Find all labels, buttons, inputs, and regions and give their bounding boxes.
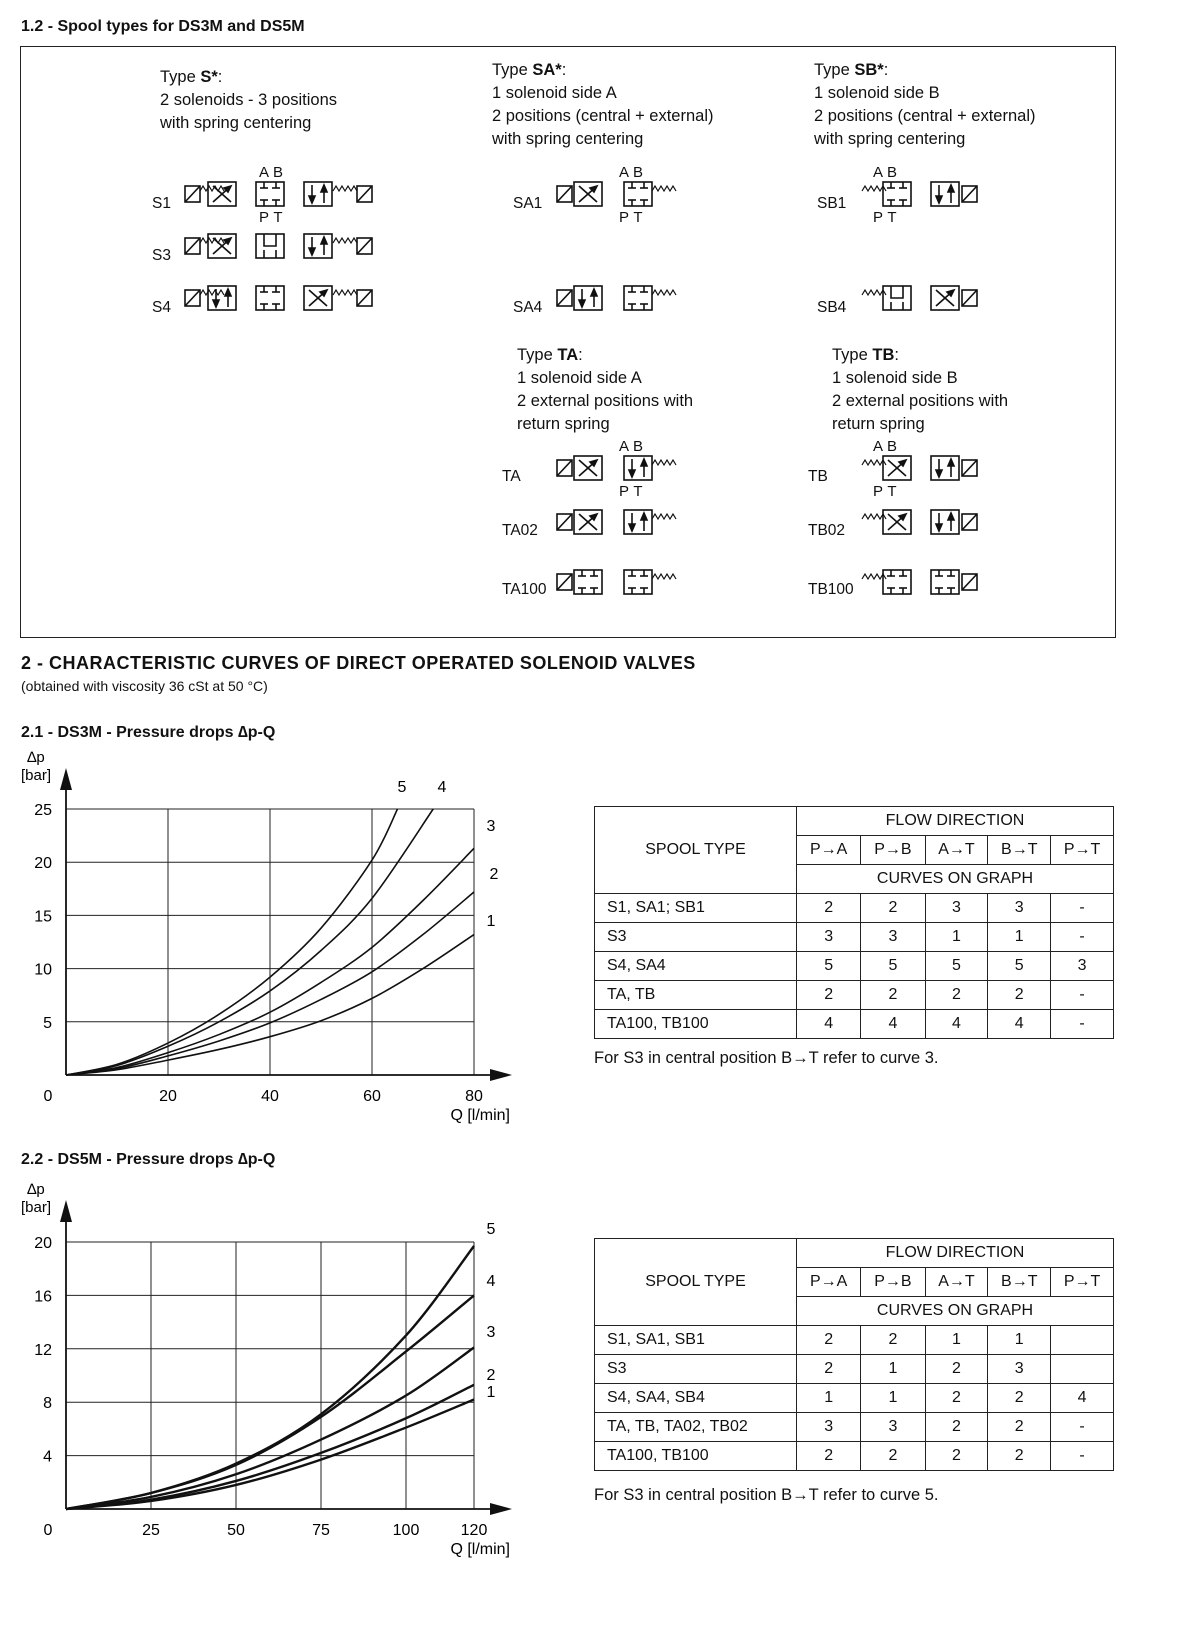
y-tick-label: 15 — [34, 908, 52, 926]
x-tick-label: 120 — [460, 1522, 488, 1539]
curve-cell: 2 — [797, 1442, 861, 1471]
x-tick-label: 0 — [43, 1088, 53, 1105]
curve-cell: 3 — [861, 923, 925, 952]
series-label-4: 4 — [437, 779, 447, 796]
y-axis-unit: [bar] — [20, 767, 52, 784]
spool-cell: S4, SA4 — [595, 952, 797, 981]
svg-text:T: T — [633, 209, 643, 226]
series-line-5 — [66, 809, 398, 1075]
flow-column-header: B→T — [988, 1268, 1051, 1297]
y-tick-label: 25 — [34, 802, 52, 819]
x-tick-label: 100 — [392, 1522, 420, 1539]
svg-text:B: B — [272, 164, 284, 181]
svg-text:A: A — [258, 164, 270, 181]
flow-column-header: P→A — [797, 1268, 861, 1297]
symbol-label-sb1: SB1 — [817, 195, 847, 212]
ds3m-note: For S3 in central position B→T refer to curve 3. — [594, 1049, 939, 1067]
curve-cell: 5 — [988, 952, 1051, 981]
svg-text:B: B — [632, 164, 644, 181]
spool-cell: TA100, TB100 — [595, 1010, 797, 1039]
x-tick-label: 80 — [465, 1088, 483, 1105]
symbol-label-tb: TB — [808, 468, 828, 485]
flow-column-header: P→B — [861, 1268, 925, 1297]
curve-cell: 2 — [988, 981, 1051, 1010]
curve-cell: 3 — [797, 1413, 861, 1442]
x-tick-label: 25 — [142, 1522, 160, 1539]
svg-text:B: B — [632, 438, 644, 455]
flow-header: FLOW DIRECTION — [797, 807, 1114, 836]
curve-cell: 3 — [797, 923, 861, 952]
y-tick-label: 16 — [34, 1288, 52, 1306]
table-row — [595, 981, 1114, 1010]
table-row — [595, 952, 1114, 981]
svg-text:B: B — [886, 164, 898, 181]
curve-cell — [1051, 1326, 1114, 1355]
series-label-5: 5 — [486, 1221, 496, 1238]
curve-cell: 3 — [925, 894, 988, 923]
y-axis-label: ∆p — [27, 750, 45, 766]
curve-cell: 3 — [1051, 952, 1114, 981]
flow-column-header: A→T — [925, 1268, 988, 1297]
flow-column-header: P→T — [1051, 1268, 1114, 1297]
curve-cell: 1 — [861, 1355, 925, 1384]
symbol-label-ta100: TA100 — [502, 581, 547, 598]
svg-text:A: A — [872, 438, 884, 455]
curve-cell: - — [1051, 1413, 1114, 1442]
symbol-label-ta02: TA02 — [502, 522, 538, 539]
curve-cell: - — [1051, 1010, 1114, 1039]
ds3m-title: 2.1 - DS3M - Pressure drops ∆p-Q — [21, 724, 276, 741]
series-label-5: 5 — [397, 779, 407, 796]
flow-header: FLOW DIRECTION — [797, 1239, 1114, 1268]
symbol-label-sa1: SA1 — [513, 195, 543, 212]
x-tick-label: 0 — [43, 1522, 53, 1539]
curve-cell: 2 — [861, 1326, 925, 1355]
symbol-label-s1: S1 — [152, 195, 171, 212]
curve-cell: 2 — [988, 1413, 1051, 1442]
spool-symbols-layer — [0, 0, 1200, 640]
spool-cell: S3 — [595, 1355, 797, 1384]
symbol-label-tb02: TB02 — [808, 522, 846, 539]
symbol-label-s3: S3 — [152, 247, 171, 264]
svg-text:T: T — [887, 483, 897, 500]
group-desc-sb: Type SB*: 1 solenoid side B 2 positions (central + external) with spring centering — [814, 61, 1036, 148]
curve-cell: 4 — [861, 1010, 925, 1039]
table-row — [595, 923, 1114, 952]
symbol-label-sa4: SA4 — [513, 299, 543, 316]
svg-text:A: A — [618, 438, 630, 455]
x-tick-label: 60 — [363, 1088, 381, 1105]
x-axis-arrow — [490, 1503, 512, 1515]
spool-cell: S4, SA4, SB4 — [595, 1384, 797, 1413]
curve-cell: 2 — [925, 1413, 988, 1442]
table-row — [595, 1442, 1114, 1471]
curve-cell: 2 — [925, 1442, 988, 1471]
symbol-label-sb4: SB4 — [817, 299, 847, 316]
spool-header: SPOOL TYPE — [595, 1239, 797, 1326]
x-tick-label: 50 — [227, 1522, 245, 1539]
spool-section-title: 1.2 - Spool types for DS3M and DS5M — [21, 18, 305, 35]
series-label-1: 1 — [486, 1384, 496, 1401]
curve-cell: 2 — [797, 981, 861, 1010]
y-axis-arrow — [60, 768, 72, 790]
group-desc-s: Type S*: 2 solenoids - 3 positions with spring centering — [160, 68, 338, 132]
svg-text:A: A — [872, 164, 884, 181]
curve-cell: 1 — [988, 923, 1051, 952]
svg-text:P: P — [872, 483, 884, 500]
curve-cell: 2 — [861, 981, 925, 1010]
table-row — [595, 1010, 1114, 1039]
symbol-label-s4: S4 — [152, 299, 171, 316]
curve-cell: 2 — [925, 981, 988, 1010]
curve-cell: 2 — [925, 1355, 988, 1384]
group-desc-sa: Type SA*: 1 solenoid side A 2 positions (central + external) with spring centering — [492, 61, 714, 148]
svg-text:P: P — [258, 209, 270, 226]
svg-text:P: P — [618, 209, 630, 226]
svg-text:P: P — [618, 483, 630, 500]
curves-section-subtitle: (obtained with viscosity 36 cSt at 50 °C) — [21, 678, 268, 694]
curves-header: CURVES ON GRAPH — [797, 865, 1114, 894]
y-tick-label: 10 — [34, 961, 52, 979]
curve-cell: 2 — [988, 1384, 1051, 1413]
table-row — [595, 1384, 1114, 1413]
curve-cell — [1051, 1355, 1114, 1384]
curve-cell: 1 — [925, 1326, 988, 1355]
flow-column-header: B→T — [988, 836, 1051, 865]
series-label-3: 3 — [486, 818, 496, 835]
y-tick-label: 20 — [34, 855, 52, 873]
group-desc-tb: Type TB: 1 solenoid side B 2 external positions with return spring — [832, 346, 1009, 433]
spool-cell: S3 — [595, 923, 797, 952]
curves-header: CURVES ON GRAPH — [797, 1297, 1114, 1326]
flow-column-header: P→B — [861, 836, 925, 865]
spool-cell: S1, SA1, SB1 — [595, 1326, 797, 1355]
y-tick-label: 5 — [43, 1014, 52, 1032]
curve-cell: 4 — [925, 1010, 988, 1039]
spool-cell: TA, TB, TA02, TB02 — [595, 1413, 797, 1442]
curve-cell: 1 — [861, 1384, 925, 1413]
curve-cell: 2 — [797, 894, 861, 923]
x-axis-label: Q [l/min] — [450, 1107, 510, 1124]
series-label-4: 4 — [486, 1273, 496, 1290]
curve-cell: 1 — [988, 1326, 1051, 1355]
svg-text:B: B — [886, 438, 898, 455]
curve-cell: 2 — [861, 894, 925, 923]
x-tick-label: 40 — [261, 1088, 279, 1105]
series-label-2: 2 — [486, 1367, 496, 1384]
flow-column-header: A→T — [925, 836, 988, 865]
spool-header: SPOOL TYPE — [595, 807, 797, 894]
y-tick-label: 20 — [34, 1235, 52, 1252]
x-axis-label: Q [l/min] — [450, 1541, 510, 1558]
group-desc-ta: Type TA: 1 solenoid side A 2 external positions with return spring — [517, 346, 694, 433]
flow-column-header: P→T — [1051, 836, 1114, 865]
spool-cell: TA100, TB100 — [595, 1442, 797, 1471]
series-label-2: 2 — [489, 866, 499, 883]
curve-cell: 5 — [797, 952, 861, 981]
spool-cell: TA, TB — [595, 981, 797, 1010]
table-row — [595, 1326, 1114, 1355]
curve-cell: 3 — [861, 1413, 925, 1442]
series-line-3 — [66, 1347, 474, 1509]
curve-cell: 3 — [988, 1355, 1051, 1384]
svg-text:T: T — [633, 483, 643, 500]
curve-cell: 4 — [1051, 1384, 1114, 1413]
curve-cell: - — [1051, 894, 1114, 923]
curves-section-title: 2 - CHARACTERISTIC CURVES OF DIRECT OPERATED SOLENOID VALVES — [21, 653, 696, 673]
spool-cell: S1, SA1; SB1 — [595, 894, 797, 923]
svg-text:T: T — [887, 209, 897, 226]
curve-cell: 2 — [797, 1326, 861, 1355]
y-axis-unit: [bar] — [20, 1199, 52, 1216]
ds3m-table — [594, 806, 1114, 1039]
table-row — [595, 894, 1114, 923]
y-tick-label: 4 — [43, 1448, 52, 1466]
svg-text:T: T — [273, 209, 283, 226]
curve-cell: 4 — [988, 1010, 1051, 1039]
y-tick-label: 8 — [43, 1395, 52, 1413]
series-label-1: 1 — [486, 913, 496, 930]
curve-cell: 2 — [797, 1355, 861, 1384]
curve-cell: 2 — [988, 1442, 1051, 1471]
y-axis-arrow — [60, 1200, 72, 1222]
curve-cell: 2 — [925, 1384, 988, 1413]
ds5m-note: For S3 in central position B→T refer to curve 5. — [594, 1486, 939, 1504]
svg-text:P: P — [872, 209, 884, 226]
curve-cell: 4 — [797, 1010, 861, 1039]
curve-cell: 5 — [925, 952, 988, 981]
x-tick-label: 75 — [312, 1522, 330, 1539]
curve-cell: - — [1051, 981, 1114, 1010]
y-axis-label: ∆p — [27, 1181, 45, 1198]
x-tick-label: 20 — [159, 1088, 177, 1105]
ds5m-chart — [0, 1180, 580, 1642]
ds5m-table — [594, 1238, 1114, 1471]
curve-cell: 3 — [988, 894, 1051, 923]
curve-cell: 1 — [925, 923, 988, 952]
table-row — [595, 1355, 1114, 1384]
table-row — [595, 1413, 1114, 1442]
symbol-label-tb100: TB100 — [808, 581, 854, 598]
series-label-3: 3 — [486, 1324, 496, 1341]
ds5m-title: 2.2 - DS5M - Pressure drops ∆p-Q — [21, 1151, 276, 1168]
curve-cell: 5 — [861, 952, 925, 981]
symbol-label-ta: TA — [502, 468, 521, 485]
flow-column-header: P→A — [797, 836, 861, 865]
curve-cell: - — [1051, 1442, 1114, 1471]
ds3m-chart — [0, 750, 580, 1135]
x-axis-arrow — [490, 1069, 512, 1081]
curve-cell: - — [1051, 923, 1114, 952]
curve-cell: 1 — [797, 1384, 861, 1413]
y-tick-label: 12 — [34, 1341, 52, 1359]
svg-text:A: A — [618, 164, 630, 181]
curve-cell: 2 — [861, 1442, 925, 1471]
